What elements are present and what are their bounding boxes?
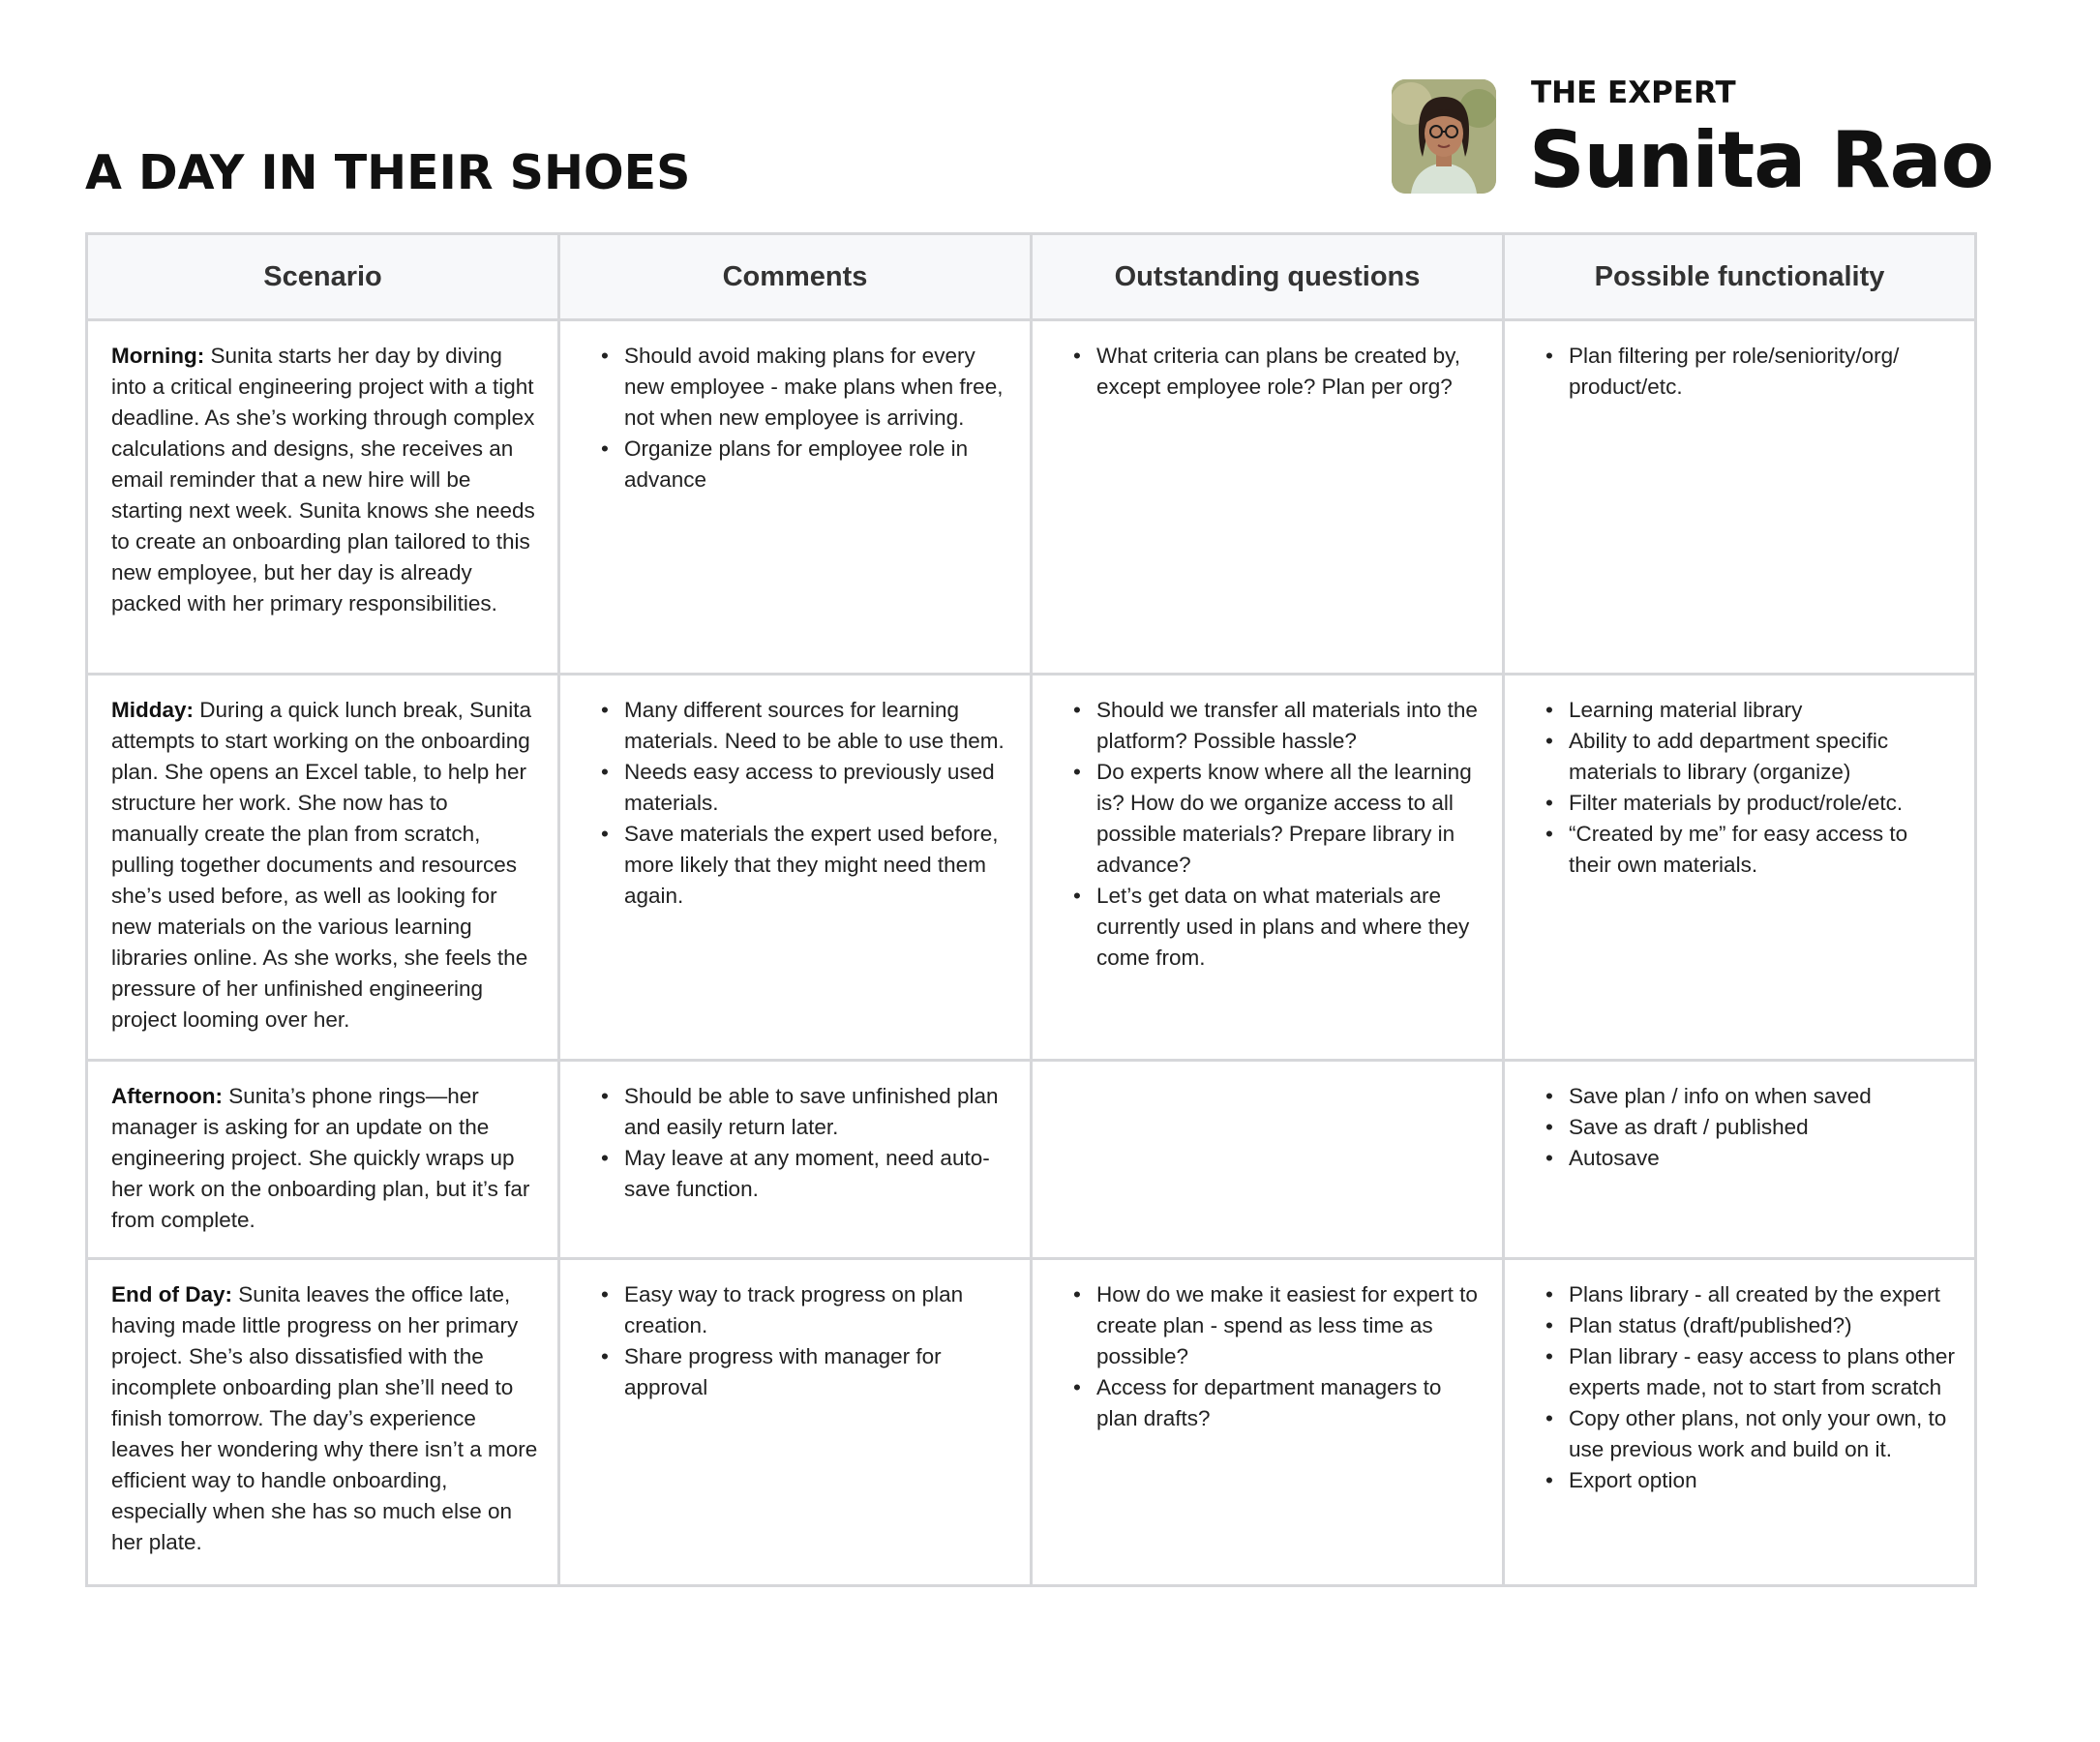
questions-cell (1032, 320, 1504, 675)
questions-cell (1032, 1259, 1504, 1586)
list-item: • What criteria can plans be created by, except employee role? Plan per org? (1079, 341, 1483, 403)
expert-name: Sunita Rao (1529, 115, 1994, 205)
comments-cell (559, 320, 1032, 675)
column-header-functionality: Possible functionality (1504, 234, 1976, 320)
comments-cell (559, 1061, 1032, 1259)
expert-label: THE EXPERT (1531, 75, 1736, 110)
page-title: A DAY IN THEIR SHOES (85, 145, 691, 200)
list-item: • Let’s get data on what materials are currently used in plans and where they come from. (1079, 881, 1483, 974)
list-item: • How do we make it easiest for expert to create plan - spend as less time as possible? (1079, 1279, 1483, 1372)
list-item: • Save as draft / published (1551, 1112, 1955, 1143)
scenario-time-label: Midday: (111, 698, 195, 722)
table-row (87, 675, 1976, 1061)
scenario-cell (87, 320, 559, 675)
scenario-text: Sunita leaves the office late, having made little progress on her primary project. She’s also dissatisfied with the incomplete onboarding plan she’ll need to finish tomorrow. The day’s experience leaves her wondering why there isn’t a more efficient way to handle onboarding, especially when she has so much else on her plate. (111, 1282, 538, 1554)
scenario-text: During a quick lunch break, Sunita attempts to start working on the onboarding plan. She opens an Excel table, to help her structure her work. She now has to manually create the plan from scratch, pulling together documents and resources she’s used before, as well as looking for new materials on the various learning libraries online. As she works, she feels the pressure of her unfinished engineering project looming over her. (111, 698, 531, 1032)
list-item: • Easy way to track progress on plan creation. (607, 1279, 1010, 1341)
list-item: • Export option (1551, 1465, 1955, 1496)
list-item: • Autosave (1551, 1143, 1955, 1174)
functionality-cell (1504, 675, 1976, 1061)
list-item: • Filter materials by product/role/etc. (1551, 788, 1955, 819)
list-item: • Needs easy access to previously used materials. (607, 757, 1010, 819)
list-item: • Do experts know where all the learning is? How do we organize access to all possible materials? Prepare library in advance? (1079, 757, 1483, 881)
list-item: • “Created by me” for easy access to their own materials. (1551, 819, 1955, 881)
list-item: • Save materials the expert used before, more likely that they might need them again. (607, 819, 1010, 912)
list-item: • Should be able to save unfinished plan and easily return later. (607, 1081, 1010, 1143)
day-journey-table (85, 232, 1977, 1587)
scenario-text: Sunita’s phone rings—her manager is asking for an update on the engineering project. She quickly wraps up her work on the onboarding plan, but it’s far from complete. (111, 1084, 530, 1232)
list-item: • Plan library - easy access to plans other experts made, not to start from scratch (1551, 1341, 1955, 1403)
list-item: • Ability to add department specific materials to library (organize) (1551, 726, 1955, 788)
table-row (87, 320, 1976, 675)
column-header-questions: Outstanding questions (1032, 234, 1504, 320)
list-item: • Plan filtering per role/seniority/org/ product/etc. (1551, 341, 1955, 403)
scenario-time-label: Morning: (111, 344, 205, 368)
table-header-row (87, 234, 1976, 320)
scenario-time-label: End of Day: (111, 1282, 233, 1306)
scenario-cell (87, 1259, 559, 1586)
list-item: • Should we transfer all materials into the platform? Possible hassle? (1079, 695, 1483, 757)
table-row (87, 1259, 1976, 1586)
functionality-cell (1504, 1259, 1976, 1586)
list-item: • Save plan / info on when saved (1551, 1081, 1955, 1112)
list-item: • Access for department managers to plan drafts? (1079, 1372, 1483, 1434)
functionality-cell (1504, 1061, 1976, 1259)
scenario-cell (87, 1061, 559, 1259)
column-header-comments: Comments (559, 234, 1032, 320)
functionality-cell (1504, 320, 1976, 675)
table-row (87, 1061, 1976, 1259)
list-item: • Learning material library (1551, 695, 1955, 726)
column-header-scenario: Scenario (87, 234, 559, 320)
comments-cell (559, 1259, 1032, 1586)
scenario-text: Sunita starts her day by diving into a critical engineering project with a tight deadline. As she’s working through complex calculations and designs, she receives an email reminder that a new hire will be starting next week. Sunita knows she needs to create an onboarding plan tailored to this new employee, but her day is already packed with her primary responsibilities. (111, 344, 535, 616)
questions-cell (1032, 1061, 1504, 1259)
list-item: • Plan status (draft/published?) (1551, 1310, 1955, 1341)
avatar (1392, 79, 1496, 194)
questions-cell (1032, 675, 1504, 1061)
list-item: • Organize plans for employee role in advance (607, 434, 1010, 496)
list-item: • Plans library - all created by the expert (1551, 1279, 1955, 1310)
list-item: • Should avoid making plans for every new employee - make plans when free, not when new employee is arriving. (607, 341, 1010, 434)
list-item: • Copy other plans, not only your own, to use previous work and build on it. (1551, 1403, 1955, 1465)
list-item: • May leave at any moment, need auto-save function. (607, 1143, 1010, 1205)
comments-cell (559, 675, 1032, 1061)
scenario-time-label: Afternoon: (111, 1084, 223, 1108)
scenario-cell (87, 675, 559, 1061)
list-item: • Many different sources for learning materials. Need to be able to use them. (607, 695, 1010, 757)
list-item: • Share progress with manager for approval (607, 1341, 1010, 1403)
portrait-photo-icon (1392, 79, 1496, 194)
